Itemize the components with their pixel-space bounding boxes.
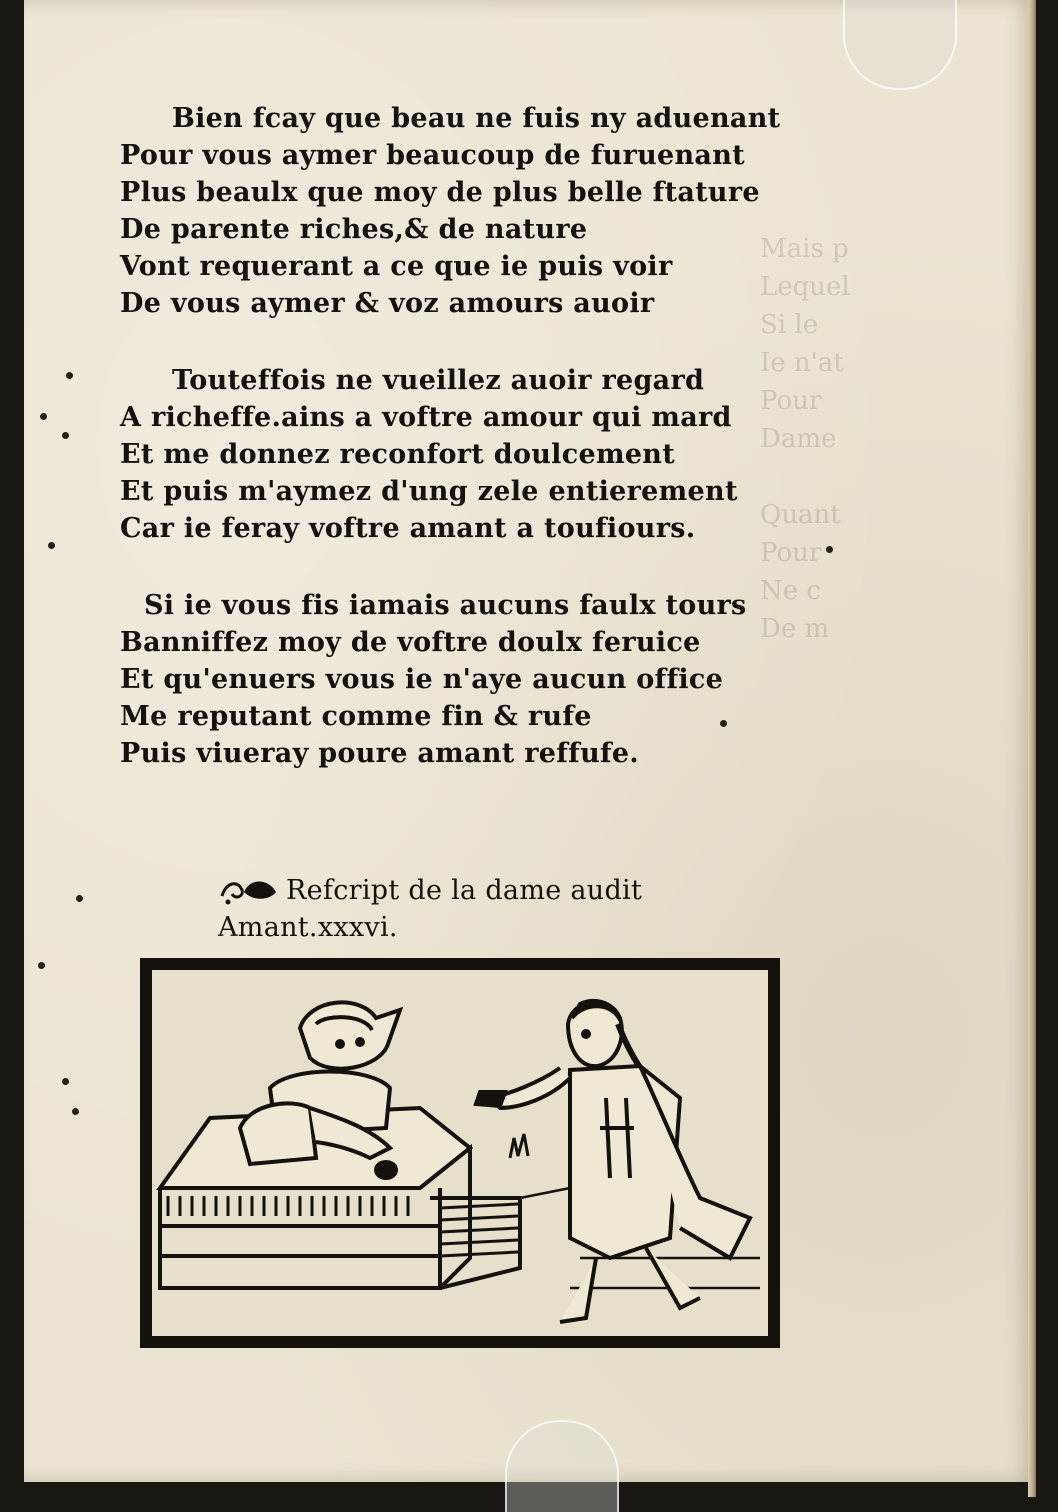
verse-line: Et puis m'aymez d'ung zele entierement xyxy=(120,476,738,507)
margin-mark xyxy=(38,962,45,969)
verse-line: Puis viueray poure amant reffufe. xyxy=(120,738,640,769)
verse-line: Si ie vous fis iamais aucuns faulx tours xyxy=(144,590,747,621)
rubric-text: Amant.xxxvi. xyxy=(218,912,398,943)
margin-mark xyxy=(826,546,833,553)
stanza-2 xyxy=(120,362,780,547)
inkpot xyxy=(374,1160,398,1180)
verse-line: De parente riches,& de nature xyxy=(120,214,588,245)
margin-mark xyxy=(66,372,73,379)
rubric-text: Refcript de la dame audit xyxy=(286,875,643,906)
verse-line: Banniffez moy de voftre doulx feruice xyxy=(120,627,701,658)
margin-mark xyxy=(48,542,55,549)
margin-mark xyxy=(62,432,69,439)
verse-line: Plus beaulx que moy de plus belle ftature xyxy=(120,177,760,208)
verse-line: Vont requerant a ce que ie puis voir xyxy=(120,251,673,282)
margin-mark xyxy=(76,895,83,902)
rubric-first-line xyxy=(218,872,738,909)
margin-mark xyxy=(62,1078,69,1085)
verse-line: De vous aymer & voz amours auoir xyxy=(120,288,655,319)
verse-line: Me reputant comme fin & rufe xyxy=(120,701,592,732)
fleuron-icon xyxy=(218,874,280,908)
verse-line: Bien fcay que beau ne fuis ny aduenant xyxy=(172,103,781,134)
stanza-3 xyxy=(120,587,780,772)
margin-mark xyxy=(72,1108,79,1115)
margin-mark xyxy=(40,413,47,420)
verse-line: Pour vous aymer beaucoup de furuenant xyxy=(120,140,745,171)
stanza-1 xyxy=(120,100,780,322)
verse-line: Touteffois ne vueillez auoir regard xyxy=(172,365,705,396)
woodcut-illustration xyxy=(140,958,780,1348)
page-edge xyxy=(1028,0,1036,1497)
verse-line: Et qu'enuers vous ie n'aye aucun office xyxy=(120,664,724,695)
verse-line: Car ie feray voftre amant a toufiours. xyxy=(120,513,696,544)
show-through-text: Mais p Lequel Si le Ie n'at Pour Dame Quant Pour Ne c De m xyxy=(760,234,850,644)
poem xyxy=(120,100,780,812)
verse-line: Et me donnez reconfort doulcement xyxy=(120,439,676,470)
verse-line: A richeffe.ains a voftre amour qui mard xyxy=(120,402,732,433)
rubric-heading xyxy=(218,872,738,946)
